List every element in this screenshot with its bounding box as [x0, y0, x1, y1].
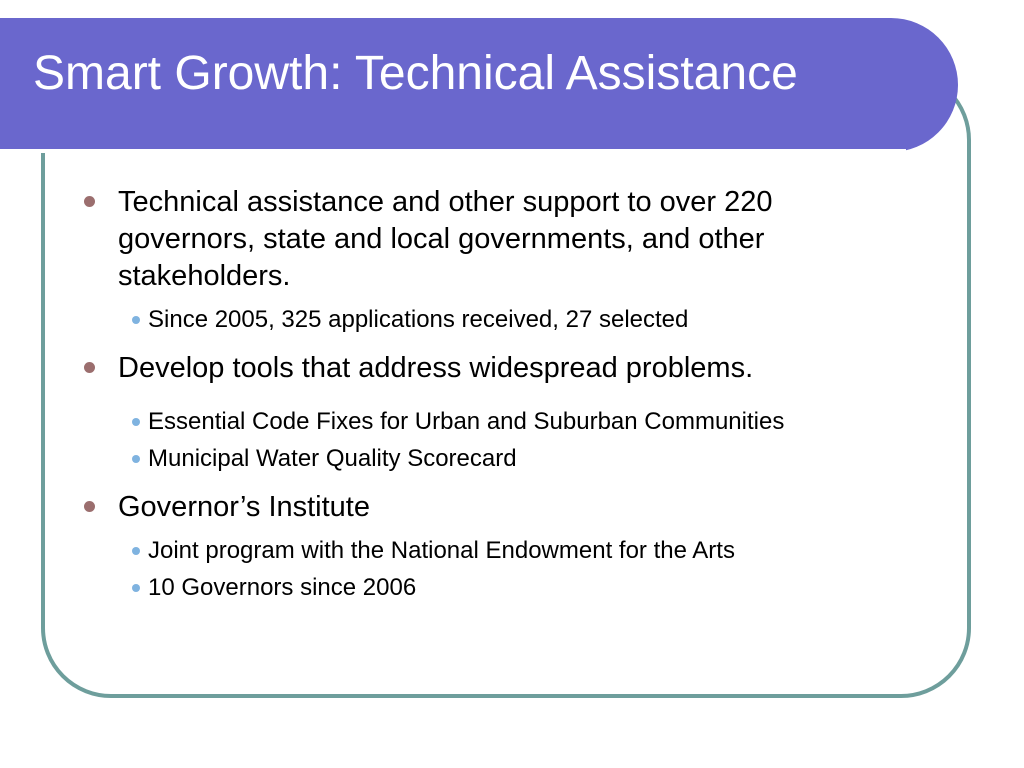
- sub-bullet-dot-icon: [132, 584, 140, 592]
- bullet-dot-icon: [84, 501, 95, 512]
- bullet-item: [84, 350, 914, 477]
- sub-bullet-list: [118, 532, 914, 606]
- title-underline: [0, 149, 906, 153]
- sub-bullet-dot-icon: [132, 547, 140, 555]
- sub-bullet-dot-icon: [132, 316, 140, 324]
- sub-bullet-item: [118, 403, 914, 440]
- sub-bullet-text: Since 2005, 325 applications received, 27 selected: [148, 306, 689, 333]
- sub-bullet-text: Joint program with the National Endowment for the Arts: [148, 537, 735, 564]
- bullet-dot-icon: [84, 362, 95, 373]
- bullet-text: Develop tools that address widespread problems.: [118, 352, 754, 384]
- sub-bullet-list: [118, 403, 914, 477]
- sub-bullet-list: [118, 301, 914, 338]
- bullet-text: Technical assistance and other support to over 220 governors, state and local governments, and other stakeholders.: [118, 186, 773, 292]
- sub-bullet-text: Essential Code Fixes for Urban and Suburban Communities: [148, 408, 785, 435]
- bullet-item: [84, 489, 914, 606]
- sub-bullet-text: Municipal Water Quality Scorecard: [148, 445, 517, 472]
- sub-bullet-item: [118, 301, 914, 338]
- bullet-list: [84, 184, 914, 606]
- bullet-dot-icon: [84, 196, 95, 207]
- bullet-text: Governor’s Institute: [118, 491, 370, 523]
- sub-bullet-text: 10 Governors since 2006: [148, 574, 417, 601]
- sub-bullet-item: [118, 569, 914, 606]
- sub-bullet-dot-icon: [132, 455, 140, 463]
- sub-bullet-item: [118, 532, 914, 569]
- sub-bullet-item: [118, 440, 914, 477]
- slide-title: Smart Growth: Technical Assistance: [33, 47, 798, 100]
- bullet-item: [84, 184, 914, 338]
- sub-bullet-dot-icon: [132, 418, 140, 426]
